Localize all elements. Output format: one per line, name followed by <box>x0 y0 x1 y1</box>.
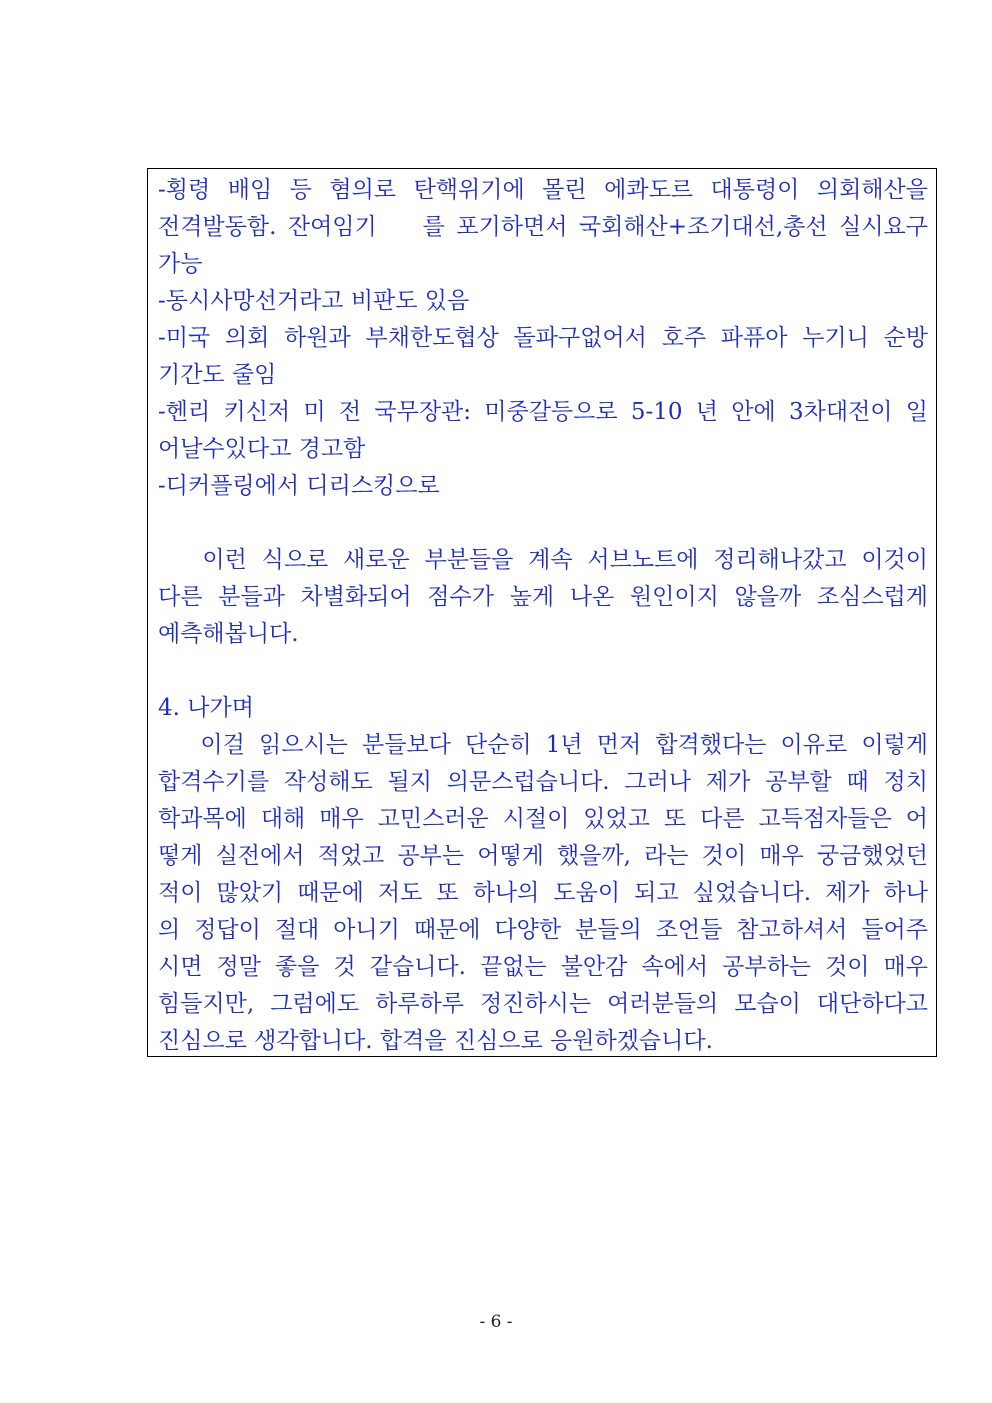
text-line: 떻게 실전에서 적었고 공부는 어떻게 했을까, 라는 것이 매우 궁금했었던 <box>158 843 928 869</box>
text-line: -동시사망선거라고 비판도 있음 <box>158 288 470 314</box>
text-line: 가능 <box>158 251 203 277</box>
text-line: 다른 분들과 차별화되어 점수가 높게 나온 원인이지 않을까 조심스럽게 <box>158 584 928 610</box>
page-number: - 6 - <box>479 1312 513 1332</box>
text-line: 이걸 읽으시는 분들보다 단순히 1년 먼저 합격했다는 이유로 이렇게 <box>158 732 928 758</box>
text-line: 적이 많았기 때문에 저도 또 하나의 도움이 되고 싶었습니다. 제가 하나 <box>158 880 928 906</box>
text-line: 예측해봅니다. <box>158 621 299 647</box>
text-line: 진심으로 생각합니다. 합격을 진심으로 응원하겠습니다. <box>158 1028 713 1054</box>
text-line: 의 정답이 절대 아니기 때문에 다양한 분들의 조언들 참고하셔서 들어주 <box>158 917 928 943</box>
text-line: -디커플링에서 디리스킹으로 <box>158 473 440 499</box>
text-line: -미국 의회 하원과 부채한도협상 돌파구없어서 호주 파퓨아 누기니 순방 <box>158 325 928 351</box>
text-line: 학과목에 대해 매우 고민스러운 시절이 있었고 또 다른 고득점자들은 어 <box>158 806 928 832</box>
text-line: 이런 식으로 새로운 부분들을 계속 서브노트에 정리해나갔고 이것이 <box>158 547 928 573</box>
text-line: 시면 정말 좋을 것 같습니다. 끝없는 불안감 속에서 공부하는 것이 매우 <box>158 954 928 980</box>
text-line: 기간도 줄임 <box>158 362 277 388</box>
blank-line <box>158 505 928 542</box>
text-box <box>147 168 937 1057</box>
text-line: 힘들지만, 그럼에도 하루하루 정진하시는 여러분들의 모습이 대단하다고 <box>158 991 928 1017</box>
text-line: -횡령 배임 등 혐의로 탄핵위기에 몰린 에콰도르 대통령이 의회해산을 <box>158 177 928 203</box>
blank-line <box>158 653 928 690</box>
text-line: 합격수기를 작성해도 될지 의문스럽습니다. 그러나 제가 공부할 때 정치 <box>158 769 928 795</box>
text-line: 전격발동함. 잔여임기 를 포기하면서 국회해산+조기대선,총선 실시요구 <box>158 214 928 240</box>
text-line: 어날수있다고 경고함 <box>158 436 366 462</box>
section-heading: 4. 나가며 <box>158 695 254 721</box>
text-line: -헨리 키신저 미 전 국무장관: 미중갈등으로 5-10 년 안에 3차대전이 일 <box>158 399 928 425</box>
